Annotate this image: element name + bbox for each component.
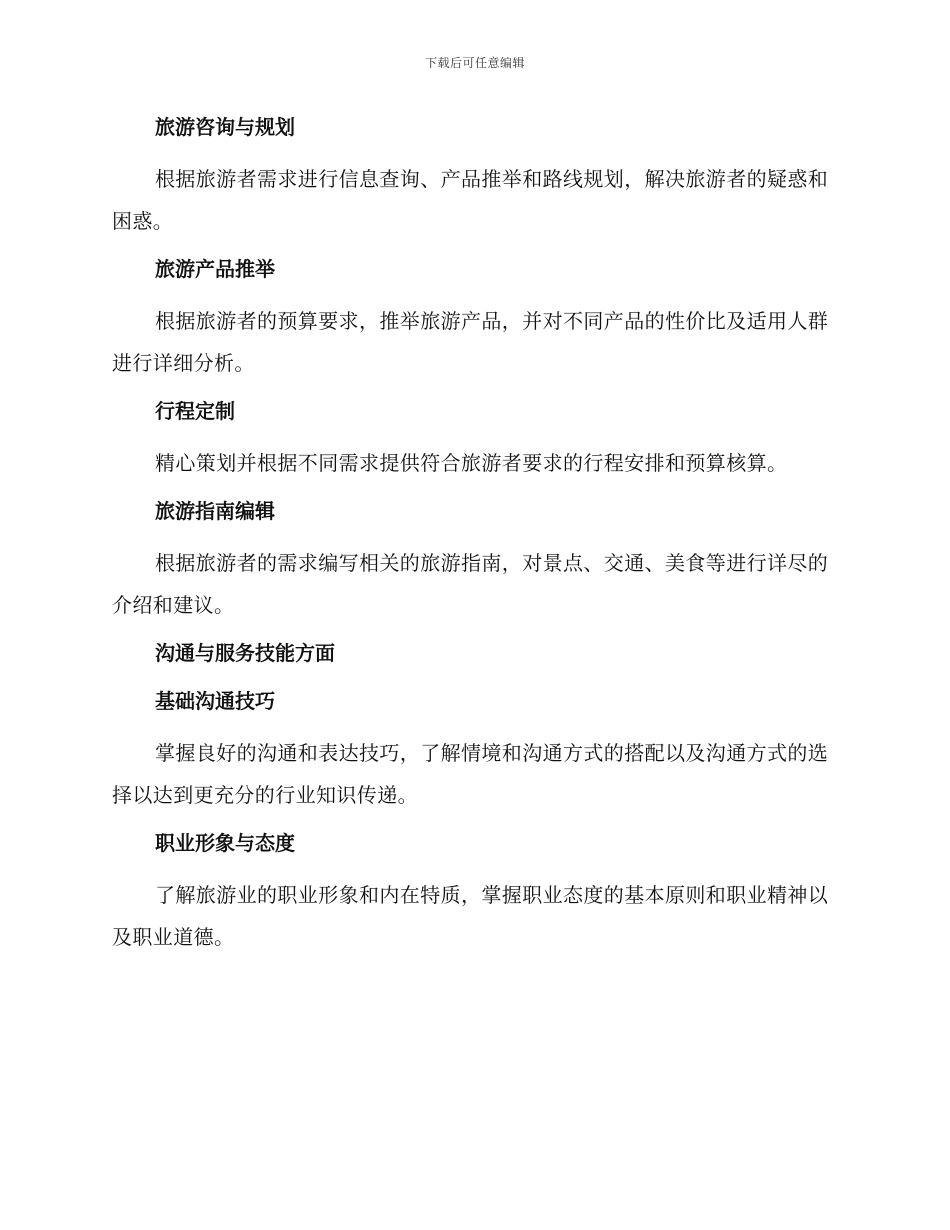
section-paragraph: 精心策划并根据不同需求提供符合旅游者要求的行程安排和预算核算。: [155, 451, 788, 475]
section-heading: 旅游咨询与规划: [155, 115, 295, 139]
section-paragraph: 根据旅游者的需求编写相关的旅游指南，对景点、交通、美食等进行详尽的介绍和建议。: [112, 551, 829, 617]
section-heading: 职业形象与态度: [155, 831, 295, 855]
section-paragraph: 根据旅游者的预算要求，推举旅游产品，并对不同产品的性价比及适用人群进行详细分析。: [112, 309, 829, 375]
section-heading: 旅游指南编辑: [155, 499, 275, 523]
section-heading: 旅游产品推举: [155, 257, 275, 281]
section-heading: 行程定制: [155, 399, 235, 423]
document-body: [112, 110, 832, 968]
section-heading: 基础沟通技巧: [155, 689, 275, 713]
section-heading: 沟通与服务技能方面: [155, 641, 335, 665]
header-note: 下载后可任意编辑: [424, 56, 525, 70]
section-paragraph: 根据旅游者需求进行信息查询、产品推举和路线规划，解决旅游者的疑惑和困惑。: [112, 167, 829, 233]
section-paragraph: 了解旅游业的职业形象和内在特质，掌握职业态度的基本原则和职业精神以及职业道德。: [112, 883, 829, 949]
section-paragraph: 掌握良好的沟通和表达技巧，了解情境和沟通方式的搭配以及沟通方式的选择以达到更充分的行业知识传递。: [112, 741, 829, 807]
